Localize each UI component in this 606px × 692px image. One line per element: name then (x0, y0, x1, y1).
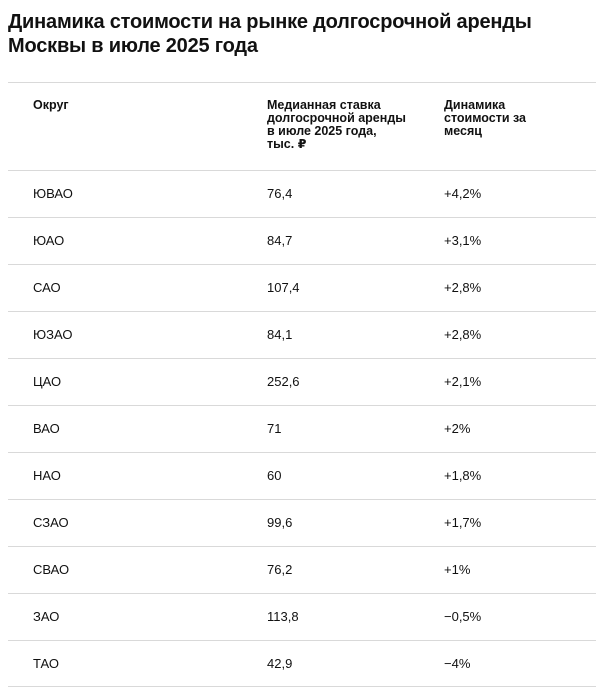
table-row (8, 640, 596, 687)
median-rate-cell: 76,2 (267, 562, 293, 577)
table-row (8, 170, 596, 217)
monthly-change-cell: +4,2% (444, 186, 482, 201)
monthly-change-cell: +1,7% (444, 515, 482, 530)
header-district: Округ (33, 98, 69, 112)
district-cell: ЮЗАО (33, 327, 73, 342)
header-median-rate: Медианная ставка долгосрочной аренды в июле 2025 года, тыс. ₽ (267, 98, 406, 151)
district-cell: САО (33, 280, 61, 295)
page-title: Динамика стоимости на рынке долгосрочной аренды Москвы в июле 2025 года (8, 11, 532, 57)
header-monthly-change: Динамика стоимости за месяц (444, 98, 527, 138)
district-cell: ЮВАО (33, 186, 73, 201)
table-row (8, 593, 596, 640)
table-row (8, 358, 596, 405)
monthly-change-cell: +2% (444, 421, 471, 436)
table-row (8, 405, 596, 452)
monthly-change-cell: −0,5% (444, 609, 482, 624)
rent-table (8, 82, 596, 687)
median-rate-cell: 84,1 (267, 327, 293, 342)
monthly-change-cell: +2,8% (444, 327, 482, 342)
district-cell: ТАО (33, 656, 60, 671)
district-cell: НАО (33, 468, 61, 483)
table-row (8, 546, 596, 593)
district-cell: СЗАО (33, 515, 69, 530)
median-rate-cell: 71 (267, 421, 282, 436)
table-row (8, 264, 596, 311)
median-rate-cell: 60 (267, 468, 282, 483)
table-header-row (8, 82, 596, 170)
table-row (8, 499, 596, 546)
monthly-change-cell: +1% (444, 562, 471, 577)
median-rate-cell: 76,4 (267, 186, 293, 201)
median-rate-cell: 42,9 (267, 656, 293, 671)
median-rate-cell: 113,8 (267, 609, 299, 624)
district-cell: ВАО (33, 421, 60, 436)
district-cell: ЦАО (33, 374, 62, 389)
monthly-change-cell: +2,1% (444, 374, 482, 389)
district-cell: СВАО (33, 562, 70, 577)
median-rate-cell: 252,6 (267, 374, 300, 389)
table-row (8, 452, 596, 499)
district-cell: ЗАО (33, 609, 60, 624)
median-rate-cell: 84,7 (267, 233, 293, 248)
district-cell: ЮАО (33, 233, 65, 248)
median-rate-cell: 99,6 (267, 515, 293, 530)
monthly-change-cell: +2,8% (444, 280, 482, 295)
table-row (8, 217, 596, 264)
monthly-change-cell: +1,8% (444, 468, 482, 483)
monthly-change-cell: +3,1% (444, 233, 482, 248)
median-rate-cell: 107,4 (267, 280, 300, 295)
monthly-change-cell: −4% (444, 656, 471, 671)
table-row (8, 311, 596, 358)
